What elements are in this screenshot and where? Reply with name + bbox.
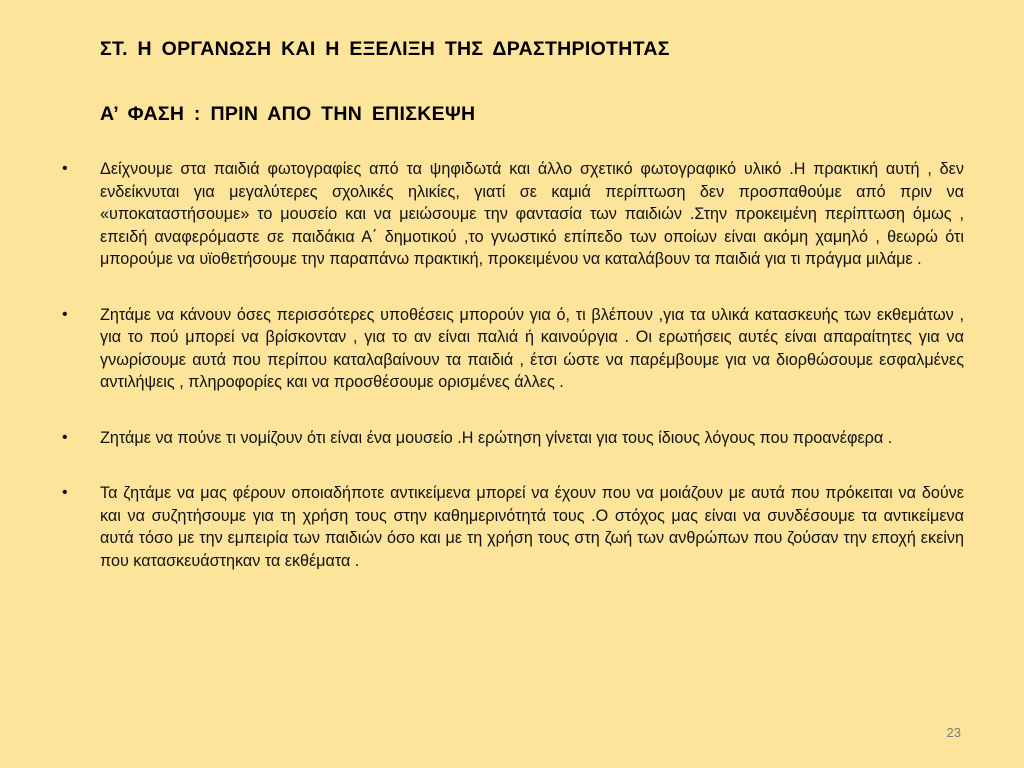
bullet-item-3: • Ζητάμε να πούνε τι νομίζουν ότι είναι ένα μουσείο .Η ερώτηση γίνεται για τους ίδιους λόγους που προανέφερα . — [62, 427, 964, 450]
slide-title: ΣΤ. Η ΟΡΓΑΝΩΣΗ ΚΑΙ Η ΕΞΕΛΙΞΗ ΤΗΣ ΔΡΑΣΤΗΡΙΟΤΗΤΑΣ — [100, 38, 670, 60]
slide-number: 23 — [946, 725, 961, 740]
bullet-list — [62, 158, 964, 605]
bullet-item-4: • Τα ζητάμε να μας φέρουν οποιαδήποτε αντικείμενα μπορεί να έχουν που να μοιάζουν με αυτά που πρόκειται να δούνε και να συζητήσουμε για τη χρήση τους στην καθημερινότητά τους .Ο στόχος μας είναι να συνδέσουμε τα αντικείμενα αυτά τόσο με την εμπειρία των παιδιών όσο και με τη χρήση τους στη ζωή των ανθρώπων που ζούσαν την εποχή εκείνη που κατασκευάστηκαν τα εκθέματα . — [62, 482, 964, 572]
bullet-item-2: • Ζητάμε να κάνουν όσες περισσότερες υποθέσεις μπορούν για ό, τι βλέπουν ,για τα υλικά κατασκευής των εκθεμάτων , για το πού μπορεί να βρίσκονταν , για το αν είναι παλιά ή καινούργια . Οι ερωτήσεις αυτές είναι απαραίτητες για να γνωρίσουμε αυτά που περίπου καταλαβαίνουν τα παιδιά , έτσι ώστε να παρέμβουμε για να διορθώσουμε εσφαλμένες αντιλήψεις , πληροφορίες και να προσθέσουμε ορισμένες άλλες . — [62, 304, 964, 394]
bullet-item-1: • Δείχνουμε στα παιδιά φωτογραφίες από τα ψηφιδωτά και άλλο σχετικό φωτογραφικό υλικό .Η πρακτική αυτή , δεν ενδείκνυται για μεγαλύτερες σχολικές ηλικίες, γιατί σε καμιά περίπτωση δεν προσπαθούμε από πριν να «υποκαταστήσουμε» το μουσείο και να μειώσουμε την φαντασία των παιδιών .Στην προκειμένη περίπτωση όμως , επειδή αναφερόμαστε σε παιδάκια Α΄ δημοτικού ,το γνωστικό επίπεδο των οποίων είναι ακόμη χαμηλό , θεωρώ ότι μπορούμε να υϊοθετήσουμε την παραπάνω πρακτική, προκειμένου να καταλάβουν τα παιδιά για τι πράγμα μιλάμε . — [62, 158, 964, 271]
slide-subtitle: Α’ ΦΑΣΗ : ΠΡΙΝ ΑΠΟ ΤΗΝ ΕΠΙΣΚΕΨΗ — [100, 103, 476, 125]
